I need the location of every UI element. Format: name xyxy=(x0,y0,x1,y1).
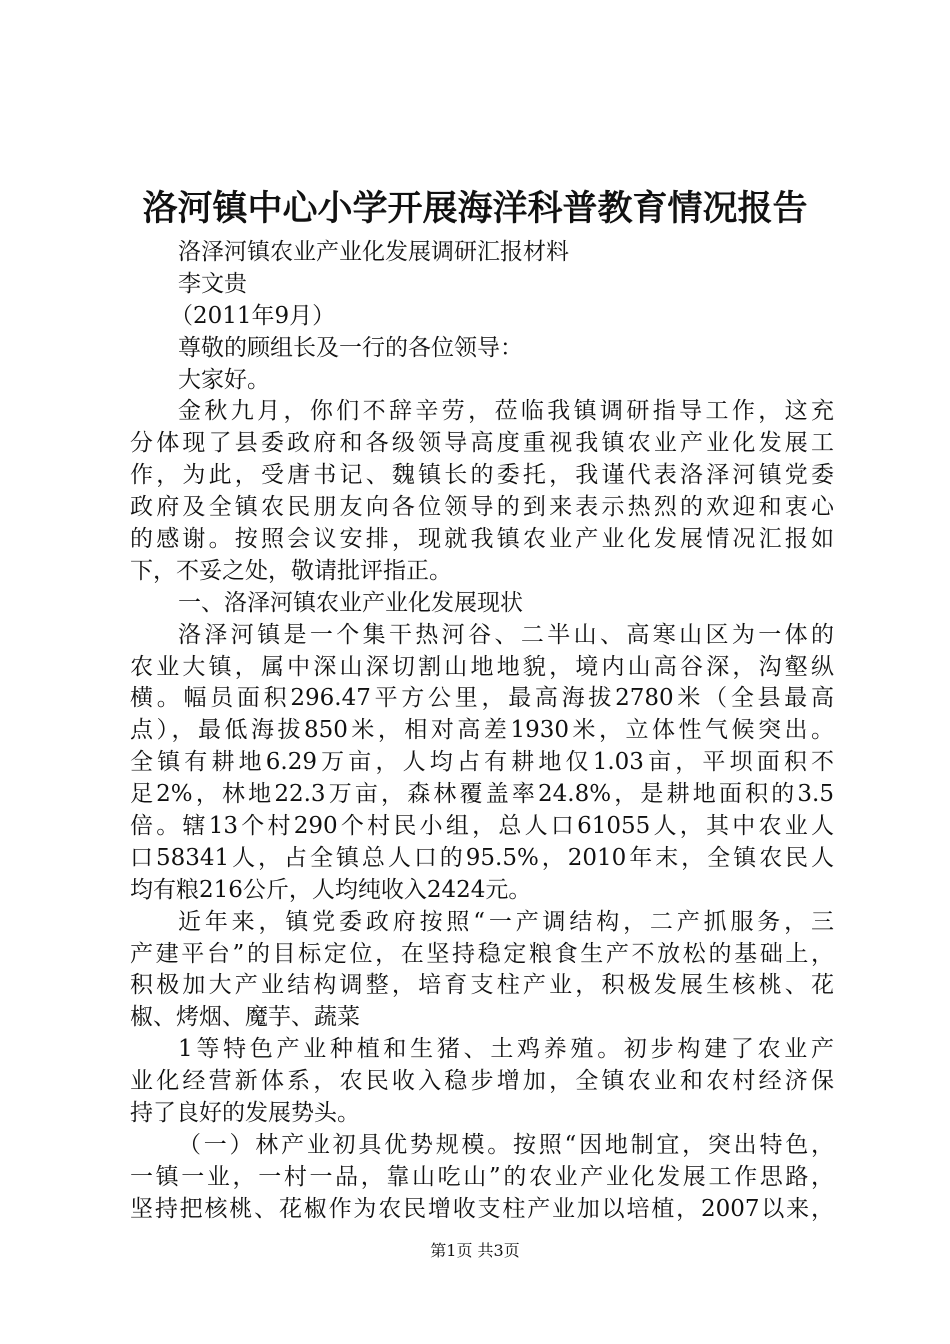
text-line: 1等特色产业种植和生猪、土鸡养殖。初步构建了农业产 xyxy=(178,1036,834,1063)
text-line: 业化经营新体系，农民收入稳步增加，全镇农业和农村经济保 xyxy=(130,1068,834,1095)
text-line: 产建平台”的目标定位，在坚持稳定粮食生产不放松的基础上， xyxy=(130,940,834,967)
text-line: 全镇有耕地6.29万亩，人均占有耕地仅1.03亩，平坝面积不 xyxy=(130,749,834,776)
text-line: 农业大镇，属中深山深切割山地地貌，境内山高谷深，沟壑纵 xyxy=(130,653,834,680)
text-line: 洛泽河镇是一个集干热河谷、二半山、高寒山区为一体的 xyxy=(178,621,834,648)
text-line: 口58341人，占全镇总人口的95.5%，2010年末，全镇农民人 xyxy=(130,844,834,871)
text-line: 金秋九月，你们不辞辛劳，莅临我镇调研指导工作，这充 xyxy=(178,398,834,425)
text-line: 大家好。 xyxy=(178,366,270,393)
text-line: 的感谢。按照会议安排，现就我镇农业产业化发展情况汇报如 xyxy=(130,526,834,553)
text-line: 均有粮216公斤，人均纯收入2424元。 xyxy=(130,876,532,903)
document-body xyxy=(130,237,834,1226)
text-line: （一）林产业初具优势规模。按照“因地制宜，突出特色， xyxy=(178,1131,834,1158)
text-line: 点），最低海拔850米，相对高差1930米，立体性气候突出。 xyxy=(130,717,834,744)
document-title: 洛河镇中心小学开展海洋科普教育情况报告 xyxy=(142,188,808,229)
text-line: （2011年9月） xyxy=(170,302,336,329)
text-line: 椒、烤烟、魔芋、蔬菜 xyxy=(130,1004,360,1031)
page-footer: 第1页 共3页 xyxy=(430,1241,520,1260)
text-line: 一镇一业，一村一品，靠山吃山”的农业产业化发展工作思路， xyxy=(130,1163,834,1190)
text-line: 下，不妥之处，敬请批评指正。 xyxy=(130,557,452,584)
section-heading: 一、洛泽河镇农业产业化发展现状 xyxy=(178,589,523,616)
text-line: 持了良好的发展势头。 xyxy=(130,1100,360,1127)
text-line: 近年来，镇党委政府按照“一产调结构，二产抓服务，三 xyxy=(178,908,834,935)
text-line: 政府及全镇农民朋友向各位领导的到来表示热烈的欢迎和衷心 xyxy=(130,494,834,521)
text-line: 足2%，林地22.3万亩，森林覆盖率24.8%，是耕地面积的3.5 xyxy=(130,781,834,808)
text-line: 倍。辖13个村290个村民小组，总人口61055人，其中农业人 xyxy=(130,813,834,840)
text-line: 李文贵 xyxy=(178,270,247,297)
text-line: 分体现了县委政府和各级领导高度重视我镇农业产业化发展工 xyxy=(130,430,834,457)
text-line: 尊敬的顾组长及一行的各位领导： xyxy=(178,334,523,361)
text-line: 作，为此，受唐书记、魏镇长的委托，我谨代表洛泽河镇党委 xyxy=(130,462,834,489)
text-line: 积极加大产业结构调整，培育支柱产业，积极发展生核桃、花 xyxy=(130,972,834,999)
text-line: 坚持把核桃、花椒作为农民增收支柱产业加以培植，2007以来， xyxy=(130,1195,834,1222)
text-line: 洛泽河镇农业产业化发展调研汇报材料 xyxy=(178,239,569,265)
text-line: 横。幅员面积296.47平方公里，最高海拔2780米（全县最高 xyxy=(130,685,834,712)
